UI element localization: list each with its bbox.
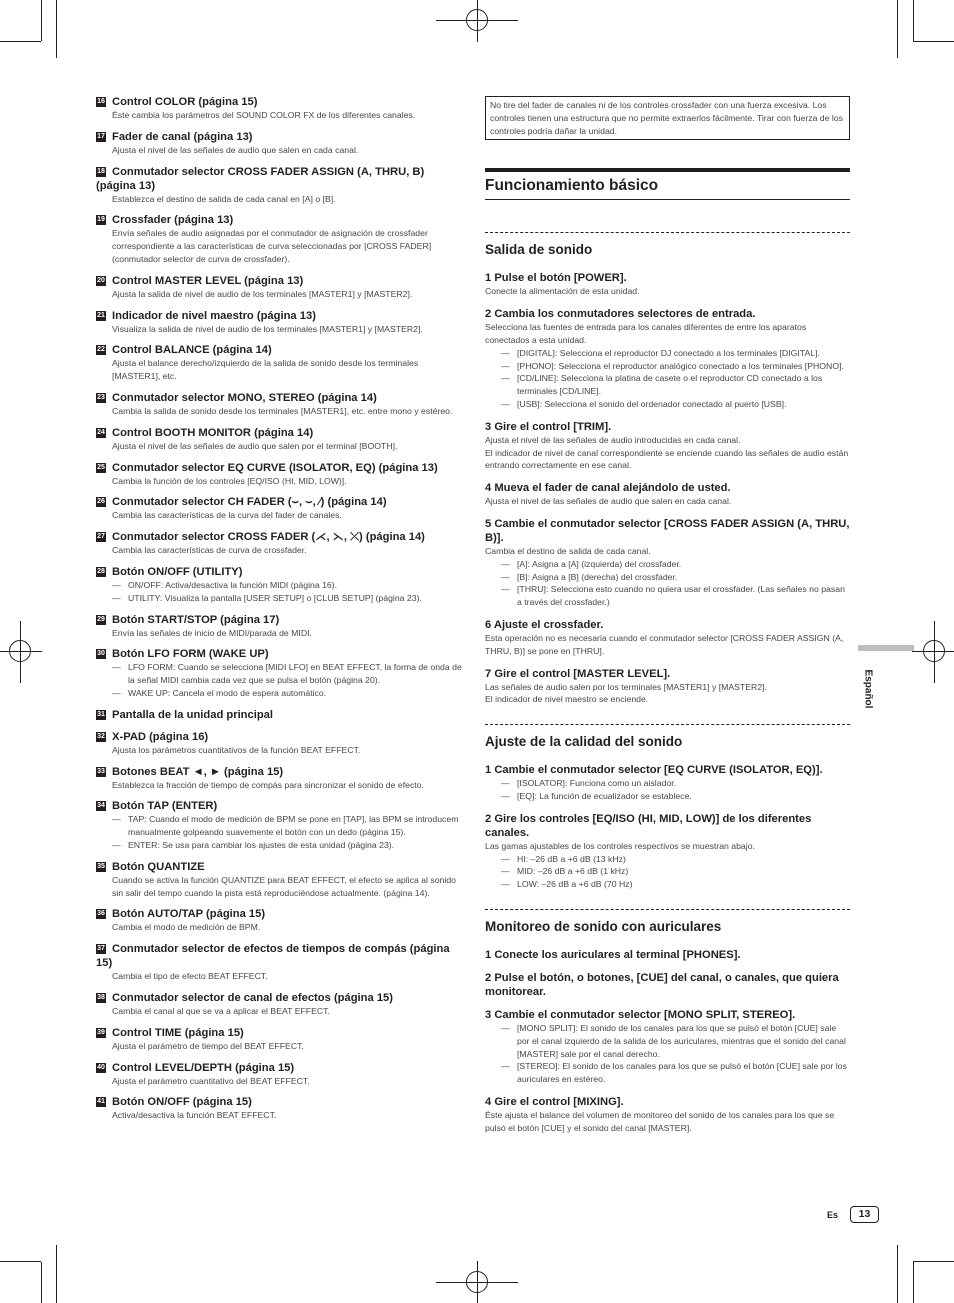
step	[485, 481, 850, 508]
item-description: Ajusta el nivel de las señales de audio que salen por el terminal [BOOTH].	[112, 440, 398, 451]
dash-icon: —	[501, 373, 510, 384]
step	[485, 271, 850, 298]
item-number-badge: 34	[97, 802, 105, 810]
item-heading	[96, 765, 466, 779]
item-title: Control LEVEL/DEPTH (página 15)	[112, 1061, 295, 1074]
step-detail	[485, 790, 850, 803]
right-column	[485, 96, 850, 1134]
item-title: Indicador de nivel maestro (página 13)	[112, 309, 316, 322]
item-description: Cuando se activa la función QUANTIZE para BEAT EFFECT, el efecto se aplica al sonido sin salir del tempo cuando la pista está reproduciéndose actualmente. (página 14).	[112, 874, 456, 898]
step-heading: 6 Ajuste el crossfader.	[485, 618, 604, 631]
step	[485, 1008, 850, 1086]
step	[485, 948, 850, 962]
step-detail	[485, 777, 850, 790]
step-heading: 7 Gire el control [MASTER LEVEL].	[485, 667, 671, 680]
step-heading: 3 Gire el control [TRIM].	[485, 420, 612, 433]
step-heading: 2 Gire los controles [EQ/ISO (HI, MID, LOW)] de los diferentes canales.	[485, 812, 812, 839]
numbered-item	[96, 391, 466, 418]
item-heading	[96, 907, 466, 921]
detail-text: LFO FORM: Cuando se selecciona [MIDI LFO] en BEAT EFFECT, la forma de onda de la señal MIDI cambia cada vez que se pulsa el botón (página 20).	[128, 662, 462, 686]
dash-icon: —	[112, 579, 121, 590]
item-number-badge: 30	[97, 650, 105, 658]
step	[485, 667, 850, 707]
item-title: Conmutador selector CH FADER (⌣, ⌣, ⁄) (página 14)	[112, 496, 387, 509]
item-description: Ajusta el nivel de las señales de audio que salen en cada canal.	[112, 144, 359, 155]
detail-text: [STEREO]: El sonido de los canales para los que se pulsó el botón [CUE] sale por los auriculares en estéreo.	[517, 1061, 847, 1085]
step-detail	[485, 1022, 850, 1060]
numbered-item	[96, 343, 466, 383]
step-description: El indicador de nivel de canal correspondiente se enciende cuando las señales de audio están entrando correctamente en ese canal.	[485, 447, 849, 471]
dash-icon: —	[501, 1022, 510, 1033]
step	[485, 517, 850, 609]
detail-text: [THRU]: Selecciona esto cuando no quiera usar el crossfader. (Las señales no pasan a través del crossfader.)	[517, 584, 845, 608]
numbered-item	[96, 907, 466, 934]
item-number-badge: 23	[97, 393, 105, 401]
crop-mark	[913, 0, 914, 41]
item-title: Crossfader (página 13)	[112, 214, 234, 227]
item-title: Conmutador selector de canal de efectos (página 15)	[112, 991, 394, 1004]
registration-mark-icon	[20, 621, 21, 683]
subsections	[485, 232, 850, 1134]
item-heading	[96, 95, 466, 109]
item-heading	[96, 708, 466, 722]
detail-text: [MONO SPLIT]: El sonido de los canales para los que se pulsó el botón [CUE] sale por el canal izquierdo de la salida de los auriculares, mientras que el sonido del canal [MASTER] sale por el canal derecho.	[517, 1022, 846, 1059]
dash-icon: —	[112, 814, 121, 825]
detail-text: MID: –26 dB a +6 dB (1 kHz)	[517, 866, 629, 877]
item-number-badge: 27	[97, 533, 105, 541]
step-detail	[485, 571, 850, 584]
detail-text: ON/OFF: Activa/desactiva la función MIDI (página 16).	[128, 579, 338, 590]
item-number-badge: 38	[97, 993, 105, 1001]
item-heading	[96, 391, 466, 405]
numbered-item	[96, 860, 466, 900]
subsection-title: Salida de sonido	[485, 242, 593, 258]
detail-text: [ISOLATOR]: Funciona como un aislador.	[517, 778, 677, 789]
step-description: Conecte la alimentación de esta unidad.	[485, 286, 640, 297]
item-number-badge: 19	[97, 216, 105, 224]
step-description: El indicador de nivel maestro se enciende.	[485, 694, 649, 705]
step-detail	[485, 583, 850, 609]
dash-icon: —	[501, 790, 510, 801]
item-title: Botones BEAT ◄, ► (página 15)	[112, 765, 284, 778]
item-number-badge: 36	[97, 910, 105, 918]
item-heading	[96, 1095, 466, 1109]
item-title: Botón ON/OFF (UTILITY)	[112, 565, 243, 578]
item-description: Ajusta el parámetro de tiempo del BEAT EFFECT.	[112, 1040, 304, 1051]
item-title: Conmutador selector MONO, STEREO (página 14)	[112, 391, 377, 404]
item-number-badge: 18	[97, 167, 105, 175]
step-heading: 5 Cambie el conmutador selector [CROSS FADER ASSIGN (A, THRU, B)].	[485, 517, 850, 544]
step	[485, 1095, 850, 1135]
step-detail	[485, 347, 850, 360]
subsection	[485, 724, 850, 891]
item-title: Botón ON/OFF (página 15)	[112, 1096, 252, 1109]
item-number-badge: 20	[97, 276, 105, 284]
dash-icon: —	[112, 662, 121, 673]
numbered-item	[96, 213, 466, 265]
item-description: Cambia el canal al que se va a aplicar el BEAT EFFECT.	[112, 1005, 330, 1016]
item-heading	[96, 860, 466, 874]
item-heading	[96, 613, 466, 627]
crop-mark	[897, 1245, 898, 1303]
crop-mark	[0, 41, 41, 42]
item-title: Pantalla de la unidad principal	[112, 708, 274, 721]
step-detail	[485, 1060, 850, 1086]
item-title: Botón LFO FORM (WAKE UP)	[112, 648, 269, 661]
dash-icon: —	[112, 687, 121, 698]
detail-text: [EQ]: La función de ecualizador se establece.	[517, 790, 692, 801]
language-tab	[858, 645, 914, 651]
item-description: Ajusta la salida de nivel de audio de los terminales [MASTER1] y [MASTER2].	[112, 288, 413, 299]
step-heading: 4 Gire el control [MIXING].	[485, 1095, 624, 1108]
step-description: Ajusta el nivel de las señales de audio que salen en cada canal.	[485, 496, 732, 507]
item-title: Control COLOR (página 15)	[112, 96, 258, 108]
detail-text: [USB]: Selecciona el sonido del ordenador conectado al puerto [USB].	[517, 398, 787, 409]
numbered-item	[96, 1061, 466, 1088]
item-title: Botón TAP (ENTER)	[112, 800, 218, 813]
dash-icon: —	[501, 879, 510, 890]
page-number: 13	[850, 1206, 879, 1223]
subsection	[485, 909, 850, 1135]
item-number-badge: 24	[97, 428, 105, 436]
item-heading	[96, 309, 466, 323]
registration-mark-icon	[0, 651, 42, 652]
item-title: Control BALANCE (página 14)	[112, 344, 272, 357]
item-title: Botón AUTO/TAP (página 15)	[112, 908, 266, 921]
footer-language: Es	[827, 1210, 839, 1220]
registration-mark-icon	[477, 0, 478, 42]
item-heading	[96, 213, 466, 227]
caution-box: No tire del fader de canales ni de los controles crossfader con una fuerza excesiva. Los controles tienen una estructura que no permite extraerlos fácilmente. Tirar con fuerza de los controles podría dañar la unidad.	[485, 96, 850, 140]
dash-icon: —	[501, 360, 510, 371]
item-number-badge: 41	[97, 1098, 105, 1106]
step-detail	[485, 372, 850, 398]
step	[485, 420, 850, 472]
subsection-title: Monitoreo de sonido con auriculares	[485, 918, 722, 934]
subsection-title: Ajuste de la calidad del sonido	[485, 734, 683, 750]
numbered-item	[96, 1095, 466, 1122]
crop-mark	[56, 1245, 57, 1303]
item-heading	[96, 799, 466, 813]
item-title: Conmutador selector EQ CURVE (ISOLATOR, EQ) (página 13)	[112, 461, 438, 474]
numbered-item	[96, 565, 466, 605]
item-number-badge: 26	[97, 498, 105, 506]
step-heading: 4 Mueva el fader de canal alejándolo de usted.	[485, 482, 731, 495]
numbered-item	[96, 426, 466, 453]
step	[485, 812, 850, 891]
detail-text: WAKE UP: Cancela el modo de espera automático.	[128, 687, 327, 698]
item-heading	[96, 647, 466, 661]
dashed-rule	[485, 232, 850, 233]
item-number-badge: 40	[97, 1063, 105, 1071]
item-number-badge: 29	[97, 615, 105, 623]
step-description: Cambia el destino de salida de cada canal.	[485, 545, 651, 556]
step-heading: 3 Cambie el conmutador selector [MONO SPLIT, STEREO].	[485, 1008, 796, 1021]
item-title: Control TIME (página 15)	[112, 1026, 244, 1039]
item-heading	[96, 274, 466, 288]
crop-mark	[41, 0, 42, 41]
item-heading	[96, 461, 466, 475]
step	[485, 618, 850, 658]
step-description: Éste ajusta el balance del volumen de monitoreo del sonido de los canales para los que se pulsó el botón [CUE] y el sonido del canal [MASTER].	[485, 1109, 835, 1133]
item-description: Establezca la fracción de tiempo de compás para sincronizar el sonido de efecto.	[112, 779, 424, 790]
item-detail	[96, 813, 466, 839]
dash-icon: —	[501, 778, 510, 789]
dash-icon: —	[501, 1061, 510, 1072]
side-language-label: Español	[862, 669, 874, 709]
step-detail	[485, 398, 850, 411]
item-description: Activa/desactiva la función BEAT EFFECT.	[112, 1110, 277, 1121]
item-title: Conmutador selector de efectos de tiempos de compás (página 15)	[96, 943, 450, 970]
step-detail	[485, 558, 850, 571]
numbered-item	[96, 274, 466, 301]
item-description: Ajusta el parámetro cuantitativo del BEAT EFFECT.	[112, 1075, 310, 1086]
item-heading	[96, 942, 466, 970]
left-column	[96, 95, 466, 1130]
step-description: Esta operación no es necesaria cuando el conmutador selector [CROSS FADER ASSIGN (A, THRU, B)] se pone en [THRU].	[485, 632, 844, 656]
item-number-badge: 39	[97, 1028, 105, 1036]
item-heading	[96, 730, 466, 744]
crop-mark	[0, 1261, 41, 1262]
numbered-item	[96, 95, 466, 122]
item-heading	[96, 1026, 466, 1040]
numbered-item	[96, 991, 466, 1018]
dash-icon: —	[112, 839, 121, 850]
registration-mark-icon	[934, 621, 935, 683]
item-detail	[96, 661, 466, 687]
step	[485, 763, 850, 803]
item-title: Botón QUANTIZE	[112, 860, 205, 873]
item-number-badge: 25	[97, 463, 105, 471]
item-description: Cambia la función de los controles [EQ/ISO (HI, MID, LOW)].	[112, 475, 347, 486]
dash-icon: —	[501, 866, 510, 877]
subsection	[485, 232, 850, 706]
dashed-rule	[485, 724, 850, 725]
dash-icon: —	[501, 584, 510, 595]
numbered-item	[96, 613, 466, 640]
item-heading	[96, 426, 466, 440]
item-number-badge: 31	[97, 710, 105, 718]
crop-mark	[897, 0, 898, 58]
item-title: X-PAD (página 16)	[112, 730, 209, 743]
section-title: Funcionamiento básico	[485, 172, 850, 200]
item-number-badge: 33	[97, 767, 105, 775]
item-number-badge: 28	[97, 567, 105, 575]
step-detail	[485, 360, 850, 373]
crop-mark	[56, 0, 57, 58]
detail-text: ENTER: Se usa para cambiar los ajustes de esta unidad (página 23).	[128, 839, 395, 850]
item-detail	[96, 839, 466, 852]
item-description: Ajusta el balance derecho/izquierdo de la salida de sonido desde los terminales [MASTER1], etc.	[112, 358, 419, 382]
item-description: Éste cambia los parámetros del SOUND COLOR FX de los diferentes canales.	[112, 110, 416, 120]
dash-icon: —	[112, 592, 121, 603]
numbered-item	[96, 1026, 466, 1053]
dash-icon: —	[501, 347, 510, 358]
item-number-badge: 16	[97, 98, 105, 105]
item-description: Cambia el tipo de efecto BEAT EFFECT.	[112, 971, 268, 982]
dash-icon: —	[501, 398, 510, 409]
dash-icon: —	[501, 571, 510, 582]
detail-text: [B]: Asigna a [B] (derecha) del crossfader.	[517, 571, 678, 582]
detail-text: UTILITY: Visualiza la pantalla [USER SETUP] o [CLUB SETUP] (página 23).	[128, 592, 422, 603]
numbered-item	[96, 708, 466, 722]
item-heading	[96, 565, 466, 579]
detail-text: [PHONO]: Selecciona el reproductor analógico conectado a los terminales [PHONO].	[517, 360, 844, 371]
item-description: Cambia las características de curva de crossfader.	[112, 545, 307, 556]
item-description: Ajusta los parámetros cuantitativos de la función BEAT EFFECT.	[112, 744, 361, 755]
crop-mark	[913, 1261, 954, 1262]
item-number-badge: 17	[97, 132, 105, 140]
item-title: Conmutador selector CROSS FADER ASSIGN (A, THRU, B) (página 13)	[96, 165, 425, 192]
numbered-item	[96, 495, 466, 522]
item-heading	[96, 165, 466, 193]
detail-text: [DIGITAL]: Selecciona el reproductor DJ conectado a los terminales [DIGITAL].	[517, 347, 820, 358]
item-heading	[96, 530, 466, 544]
step-heading: 1 Pulse el botón [POWER].	[485, 272, 627, 285]
step-description: Las señales de audio salen por los terminales [MASTER1] y [MASTER2].	[485, 681, 767, 692]
item-detail	[96, 579, 466, 592]
crop-mark	[913, 1262, 914, 1303]
item-description: Cambia la salida de sonido desde los terminales [MASTER1], etc. entre mono y estéreo.	[112, 405, 453, 416]
numbered-item	[96, 799, 466, 851]
numbered-item	[96, 461, 466, 488]
step-detail	[485, 878, 850, 891]
item-number-badge: 37	[97, 945, 105, 953]
step-heading: 2 Pulse el botón, o botones, [CUE] del canal, o canales, que quiera monitorear.	[485, 971, 839, 998]
item-heading	[96, 1061, 466, 1075]
numbered-item	[96, 647, 466, 699]
step-detail	[485, 865, 850, 878]
item-heading	[96, 130, 466, 144]
step-description: Selecciona las fuentes de entrada para los canales diferentes de entre los aparatos conectados a esta unidad.	[485, 322, 807, 345]
detail-text: LOW: –26 dB a +6 dB (70 Hz)	[517, 879, 633, 890]
item-number-badge: 32	[97, 732, 105, 740]
step-description: Las gamas ajustables de los controles respectivos se muestran abajo.	[485, 840, 755, 851]
step-detail	[485, 853, 850, 866]
dash-icon: —	[501, 558, 510, 569]
item-number-badge: 22	[97, 346, 105, 354]
step	[485, 307, 850, 411]
numbered-item	[96, 130, 466, 157]
dashed-rule	[485, 909, 850, 910]
item-heading	[96, 991, 466, 1005]
registration-mark-icon	[912, 651, 954, 652]
item-description: Cambia las características de la curva del fader de canales.	[112, 510, 342, 521]
item-description: Establezca el destino de salida de cada canal en [A] o [B].	[112, 193, 336, 204]
step-heading: 2 Cambia los conmutadores selectores de entrada.	[485, 308, 756, 321]
item-heading	[96, 343, 466, 357]
numbered-item	[96, 530, 466, 557]
crop-mark	[41, 1262, 42, 1303]
item-detail	[96, 592, 466, 605]
item-heading	[96, 495, 466, 509]
step-heading: 1 Cambie el conmutador selector [EQ CURVE (ISOLATOR, EQ)].	[485, 764, 823, 777]
numbered-item	[96, 165, 466, 206]
numbered-item	[96, 765, 466, 792]
item-title: Fader de canal (página 13)	[112, 130, 253, 143]
item-number-badge: 35	[97, 862, 105, 870]
numbered-item	[96, 942, 466, 983]
detail-text: [CD/LINE]: Selecciona la platina de casete o el reproductor CD conectado a los terminales [CD/LINE].	[517, 373, 823, 397]
item-description: Envía las señales de inicio de MIDI/parada de MIDI.	[112, 627, 312, 638]
detail-text: HI: –26 dB a +6 dB (13 kHz)	[517, 853, 626, 864]
numbered-item	[96, 730, 466, 757]
item-description: Visualiza la salida de nivel de audio de los terminales [MASTER1] y [MASTER2].	[112, 323, 423, 334]
item-title: Control MASTER LEVEL (página 13)	[112, 274, 304, 287]
detail-text: TAP: Cuando el modo de medición de BPM se pone en [TAP], las BPM se introducem manualmente golpeando suavemente el botón con un dedo (página 15).	[128, 814, 459, 838]
numbered-item	[96, 309, 466, 336]
item-description: Envía señales de audio asignadas por el conmutador de asignación de crossfader correspondiente a las características de curva seleccionadas por [CROSS FADER] (conmutador selector de curva de crossfader).	[112, 228, 432, 264]
item-title: Control BOOTH MONITOR (página 14)	[112, 426, 314, 439]
step-heading: 1 Conecte los auriculares al terminal [PHONES].	[485, 948, 741, 961]
dash-icon: —	[501, 853, 510, 864]
detail-text: [A]: Asigna a [A] (izquierda) del crossfader.	[517, 558, 682, 569]
crop-mark	[913, 41, 954, 42]
step	[485, 971, 850, 999]
item-title: Conmutador selector CROSS FADER (⋌, ⋋, ⤫) (página 14)	[112, 531, 425, 544]
item-title: Botón START/STOP (página 17)	[112, 613, 280, 626]
item-detail	[96, 687, 466, 700]
item-number-badge: 21	[97, 311, 105, 319]
registration-mark-icon	[477, 1261, 478, 1303]
step-description: Ajusta el nivel de las señales de audio introducidas en cada canal.	[485, 434, 741, 445]
item-description: Cambia el modo de medición de BPM.	[112, 922, 261, 933]
